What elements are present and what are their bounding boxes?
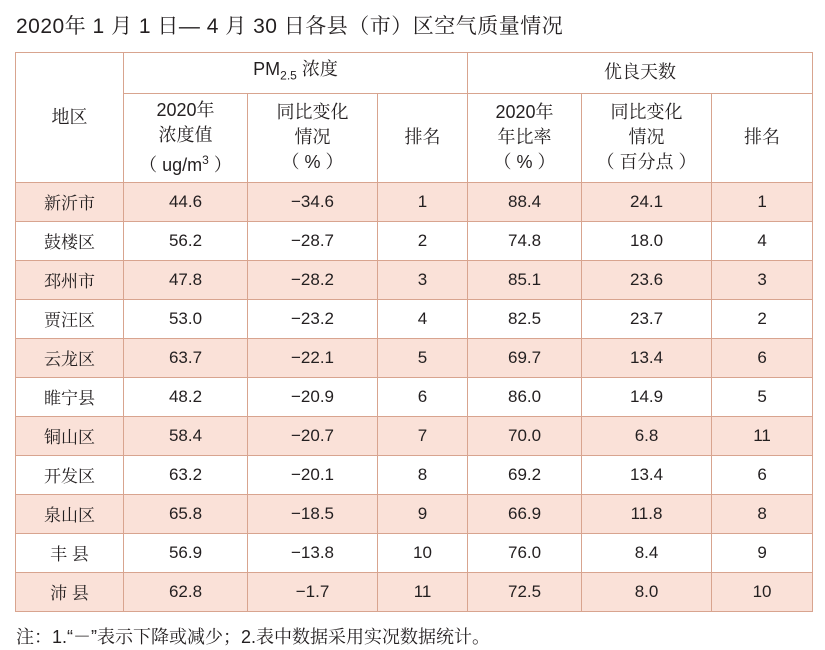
days-rate-line3: （ % ） xyxy=(493,152,556,173)
pm25-value-line3 xyxy=(126,148,245,178)
cell-days-rate: 86.0 xyxy=(468,377,582,416)
column-header-days-change xyxy=(582,93,712,182)
pm25-change-line3: （ % ） xyxy=(281,152,344,173)
column-header-pm25-rank: 排名 xyxy=(378,93,468,182)
cell-region: 睢宁县 xyxy=(16,377,124,416)
cell-days-change: 13.4 xyxy=(582,455,712,494)
cell-region: 丰 县 xyxy=(16,533,124,572)
cell-pm25-change: −1.7 xyxy=(248,572,378,611)
cell-pm25-change: −23.2 xyxy=(248,299,378,338)
table-row xyxy=(16,260,813,299)
days-change-line3: （ 百分点 ） xyxy=(596,152,697,173)
table-row xyxy=(16,182,813,221)
cell-pm25-rank: 6 xyxy=(378,377,468,416)
cell-days-rate: 69.2 xyxy=(468,455,582,494)
cell-days-change: 8.0 xyxy=(582,572,712,611)
cell-pm25-rank: 8 xyxy=(378,455,468,494)
cell-pm25-change: −22.1 xyxy=(248,338,378,377)
column-header-group-good-days: 优良天数 xyxy=(468,53,813,94)
table-row xyxy=(16,455,813,494)
days-change-line1: 同比变化 xyxy=(610,102,683,123)
cell-days-change: 8.4 xyxy=(582,533,712,572)
cell-pm25-rank: 10 xyxy=(378,533,468,572)
pm25-unit-pre: （ ug/m xyxy=(139,154,203,175)
days-rate-line1: 2020年 xyxy=(495,102,554,123)
pm25-label-main: PM xyxy=(253,59,281,79)
cell-pm25-rank: 5 xyxy=(378,338,468,377)
cell-days-rank: 6 xyxy=(712,455,813,494)
cell-days-rank: 6 xyxy=(712,338,813,377)
cell-days-rank: 9 xyxy=(712,533,813,572)
pm25-change-line2: 情况 xyxy=(294,127,331,148)
cell-pm25-change: −20.9 xyxy=(248,377,378,416)
cell-region: 邳州市 xyxy=(16,260,124,299)
cell-region: 铜山区 xyxy=(16,416,124,455)
table-header xyxy=(16,53,813,183)
cell-days-rank: 2 xyxy=(712,299,813,338)
cell-region: 云龙区 xyxy=(16,338,124,377)
cell-days-rate: 70.0 xyxy=(468,416,582,455)
table-row xyxy=(16,494,813,533)
cell-pm25-change: −18.5 xyxy=(248,494,378,533)
cell-days-rate: 85.1 xyxy=(468,260,582,299)
table-row xyxy=(16,572,813,611)
cell-days-rate: 72.5 xyxy=(468,572,582,611)
cell-days-change: 6.8 xyxy=(582,416,712,455)
column-header-days-rate xyxy=(468,93,582,182)
cell-pm25-change: −20.1 xyxy=(248,455,378,494)
cell-days-rate: 88.4 xyxy=(468,182,582,221)
pm25-unit-post: ） xyxy=(208,154,232,175)
column-header-pm25-value xyxy=(124,93,248,182)
cell-pm25-rank: 9 xyxy=(378,494,468,533)
cell-region: 沛 县 xyxy=(16,572,124,611)
cell-days-rate: 74.8 xyxy=(468,221,582,260)
cell-days-change: 23.6 xyxy=(582,260,712,299)
pm25-value-line2: 浓度值 xyxy=(158,124,213,145)
cell-pm25-rank: 7 xyxy=(378,416,468,455)
cell-days-change: 13.4 xyxy=(582,338,712,377)
cell-days-rate: 69.7 xyxy=(468,338,582,377)
cell-pm25-change: −34.6 xyxy=(248,182,378,221)
cell-pm25-rank: 2 xyxy=(378,221,468,260)
cell-pm25-change: −28.2 xyxy=(248,260,378,299)
pm25-change-line1: 同比变化 xyxy=(276,102,349,123)
cell-region: 新沂市 xyxy=(16,182,124,221)
cell-days-rate: 66.9 xyxy=(468,494,582,533)
column-header-days-rank: 排名 xyxy=(712,93,813,182)
cell-pm25-value: 47.8 xyxy=(124,260,248,299)
cell-days-change: 18.0 xyxy=(582,221,712,260)
column-header-region: 地区 xyxy=(16,53,124,183)
cell-pm25-value: 58.4 xyxy=(124,416,248,455)
cell-days-rank: 4 xyxy=(712,221,813,260)
days-rate-line2: 年比率 xyxy=(497,127,552,148)
cell-pm25-rank: 1 xyxy=(378,182,468,221)
table-body xyxy=(16,182,813,611)
cell-pm25-rank: 4 xyxy=(378,299,468,338)
column-header-group-pm25 xyxy=(124,53,468,94)
cell-pm25-value: 53.0 xyxy=(124,299,248,338)
pm25-unit-superscript: 3 xyxy=(202,152,209,167)
cell-pm25-value: 63.2 xyxy=(124,455,248,494)
table-row xyxy=(16,299,813,338)
cell-pm25-value: 56.9 xyxy=(124,533,248,572)
cell-pm25-value: 62.8 xyxy=(124,572,248,611)
cell-pm25-change: −28.7 xyxy=(248,221,378,260)
table-note: 注：1.“－”表示下降或减少；2.表中数据采用实况数据统计。 xyxy=(16,626,491,647)
cell-region: 贾汪区 xyxy=(16,299,124,338)
cell-days-rank: 8 xyxy=(712,494,813,533)
cell-days-rank: 5 xyxy=(712,377,813,416)
cell-region: 开发区 xyxy=(16,455,124,494)
table-header-sub-row xyxy=(16,93,813,182)
cell-days-rank: 10 xyxy=(712,572,813,611)
cell-pm25-value: 63.7 xyxy=(124,338,248,377)
table-row xyxy=(16,221,813,260)
table-row xyxy=(16,533,813,572)
cell-pm25-change: −20.7 xyxy=(248,416,378,455)
cell-days-change: 14.9 xyxy=(582,377,712,416)
cell-days-rate: 76.0 xyxy=(468,533,582,572)
days-change-line2: 情况 xyxy=(628,127,665,148)
cell-days-change: 23.7 xyxy=(582,299,712,338)
table-header-group-row xyxy=(16,53,813,94)
cell-pm25-value: 48.2 xyxy=(124,377,248,416)
cell-pm25-value: 44.6 xyxy=(124,182,248,221)
pm25-value-line1: 2020年 xyxy=(156,99,215,120)
pm25-label-tail: 浓度 xyxy=(296,59,338,79)
cell-days-rank: 1 xyxy=(712,182,813,221)
cell-pm25-value: 56.2 xyxy=(124,221,248,260)
cell-days-change: 24.1 xyxy=(582,182,712,221)
table-row xyxy=(16,377,813,416)
cell-pm25-rank: 11 xyxy=(378,572,468,611)
cell-days-change: 11.8 xyxy=(582,494,712,533)
cell-days-rank: 3 xyxy=(712,260,813,299)
page-title: 2020年 1 月 1 日— 4 月 30 日各县（市）区空气质量情况 xyxy=(16,15,564,38)
cell-region: 鼓楼区 xyxy=(16,221,124,260)
air-quality-table xyxy=(15,52,813,612)
cell-days-rate: 82.5 xyxy=(468,299,582,338)
table-row xyxy=(16,416,813,455)
table-row xyxy=(16,338,813,377)
cell-days-rank: 11 xyxy=(712,416,813,455)
pm25-label-subscript: 2.5 xyxy=(280,68,297,83)
cell-pm25-rank: 3 xyxy=(378,260,468,299)
column-header-pm25-change xyxy=(248,93,378,182)
cell-region: 泉山区 xyxy=(16,494,124,533)
cell-pm25-value: 65.8 xyxy=(124,494,248,533)
cell-pm25-change: −13.8 xyxy=(248,533,378,572)
